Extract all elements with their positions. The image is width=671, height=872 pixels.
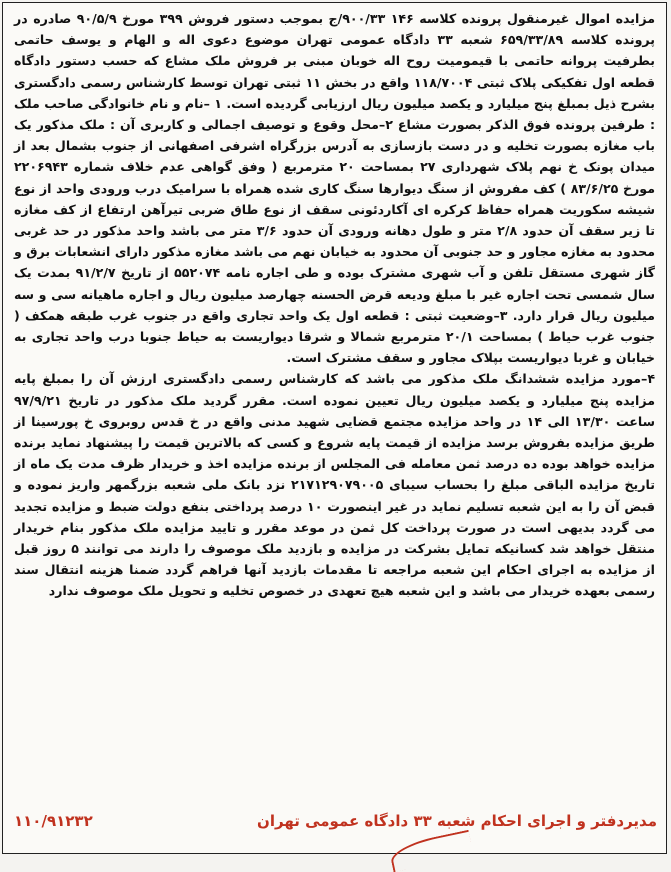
reference-number: ۱۱۰/۹۱۲۳۲ <box>14 812 93 830</box>
notice-body-paragraph: مزایده اموال غیرمنقول پرونده کلاسه ۱۴۶ ۹۰۰/۳۳/ج بموجب دستور فروش ۳۹۹ مورخ ۹۰/۵/۹ صادره در پرونده کلاسه ۶۵۹/۳۳/۸۹ شعبه ۳۳ دادگاه عمومی تهران موضوع دعوی اله و الهام و یوسف حاتمی بطرفیت پروانه حاتمی با قیمومیت روح اله خوبان مبنی بر فروش ملک مشاع که حسب دستور دادگاه قطعه اول تفکیکی پلاک ثبتی ۱۱۸/۷۰۰۴ واقع در بخش ۱۱ ثبتی تهران توسط کارشناس رسمی دادگستری بشرح ذیل بمبلغ پنج میلیارد و یکصد میلیون ریال ارزیابی گردیده است. ۱ –نام و نام خانوادگی صاحب ملک : طرفین پرونده فوق الذکر بصورت مشاع ۲–محل وقوع و توصیف اجمالی و کاربری آن : ملک مذکور یک باب مغازه بصورت تخلیه و در دست بازسازی به آدرس بزرگراه اشرفی اصفهانی از جنوب بشمال بعد از میدان پونک خ نهم پلاک شهرداری ۲۷ بمساحت ۲۰ مترمربع ( وفق گواهی عدم خلاف شماره ۲۲۰۶۹۴۳ مورخ ۸۳/۶/۲۵ ) کف مفروش از سنگ دیوارها سنگ کاری شده همراه با سرامیک درب ورودی واحد از نوع شیشه سکوریت همراه حفاظ کرکره ای آکاردئونی سقف از نوع طاق ضربی تیرآهن ارتفاع از کف مغازه تا زیر سقف آن حدود ۲/۸ متر و طول دهانه ورودی آن حدود ۳/۶ متر می باشد واحد مذکور در حد غربی محدود به مغازه مجاور و حد جنوبی آن محدود به خیابان نهم می باشد مغازه مذکور دارای انشعابات برق و گاز شهری مستقل تلفن و آب شهری مشترک بوده و طی اجاره نامه ۵۵۲۰۷۴ از تاریخ ۹۱/۲/۷ بمدت یک سال شمسی تحت اجاره غیر با مبلغ ودیعه قرض الحسنه چهارصد میلیون ریال و اجاره ماهیانه سی و سه میلیون ریال قرار دارد. ۳–وضعیت ثبتی : قطعه اول یک واحد تجاری واقع در جنوب غرب طبقه همکف ( جنوب غرب حیاط ) بمساحت ۲۰/۱ مترمربع شمالا و شرقا دیواریست به حیاط جنوبا درب واحد تجاری به خیابان و غربا دیواریست بپلاک مجاور و سقف مشترک است. <box>14 11 656 366</box>
notice-terms-paragraph: ۴–مورد مزایده ششدانگ ملک مذکور می باشد که کارشناس رسمی دادگستری ارزش آن را بمبلغ پایه مزایده پنج میلیارد و یکصد میلیون ریال تعیین نموده است. مقرر گردید ملک مذکور در تاریخ ۹۷/۹/۲۱ ساعت ۱۳/۳۰ الی ۱۴ در واحد مزایده مجتمع قضایی شهید مدنی واقع در خ قدس روبروی خ پورسینا از طریق مزایده بفروش برسد مزایده از قیمت پایه شروع و کسی که بالاترین قیمت را پیشنهاد نماید برنده مزایده خواهد بوده ده درصد ثمن معامله فی المجلس از برنده مزایده اخذ و خریدار ظرف مدت یک ماه از تاریخ مزایده الباقی مبلغ را بحساب سیبای ۲۱۷۱۲۹۰۷۹۰۰۵ نزد بانک ملی شعبه بزرگمهر واریز نموده و قبض آن را به این شعبه تسلیم نماید در غیر اینصورت ۱۰ درصد پرداختی بنفع دولت ضبط و مزایده تجدید می گردد بدیهی است در صورت پرداخت کل ثمن در موعد مقرر و تایید مزایده ملک مذکور بنام خریدار منتقل خواهد شد کسانیکه تمایل بشرکت در مزایده و بازدید ملک موصوف را دارند می توانند ۵ روز قبل از مزایده به اجرای احکام این شعبه مراجعه تا مقدمات بازدید آنها فراهم گردد ضمنا هزینه انتقال سند رسمی بعهده خریدار می باشد و این شعبه هیچ تعهدی در خصوص تخلیه و تحویل ملک موصوف ندارد <box>14 371 656 599</box>
notice-footer <box>14 812 657 830</box>
auction-notice <box>14 8 655 602</box>
issuer-signature: مدیردفتر و اجرای احکام شعبه ۳۳ دادگاه عمومی تهران <box>257 812 657 830</box>
